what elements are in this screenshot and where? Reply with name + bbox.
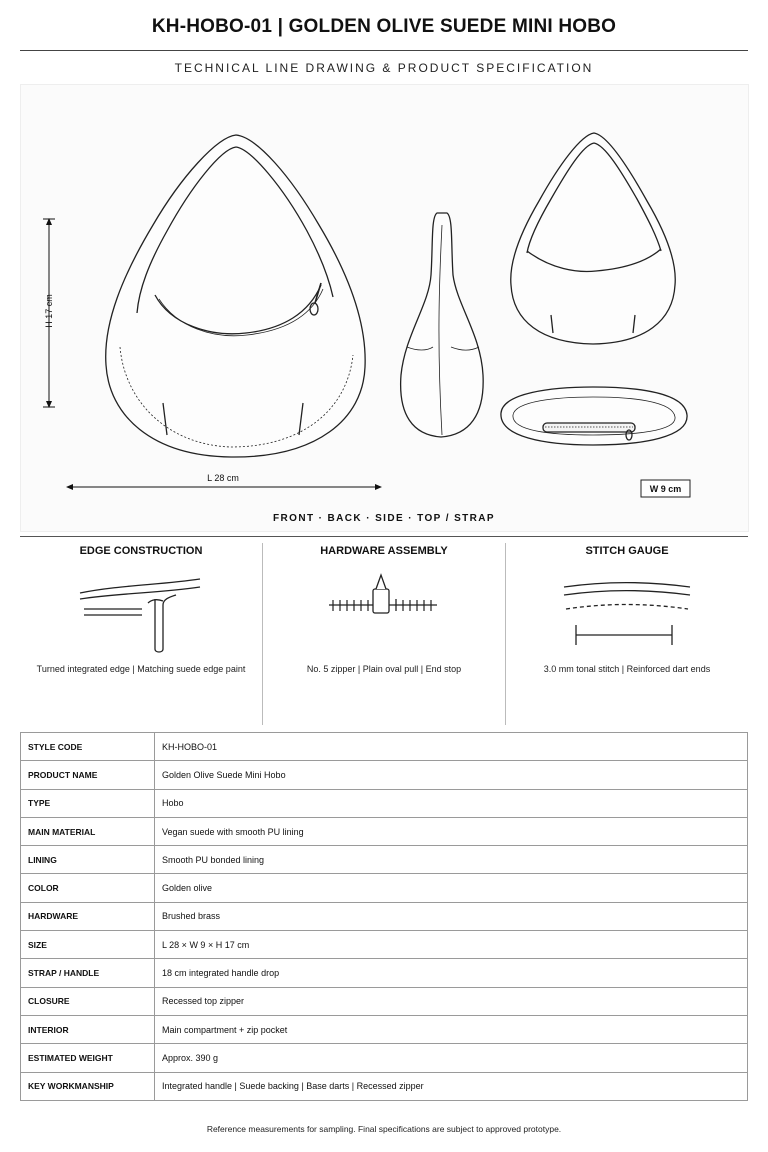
footer-note: Reference measurements for sampling. Final specifications are subject to approved prototype. bbox=[206, 1124, 562, 1134]
table-row bbox=[21, 959, 748, 987]
top-view-drawing bbox=[501, 387, 687, 445]
spec-value: Main compartment + zip pocket bbox=[155, 1015, 748, 1043]
spec-value: Brushed brass bbox=[155, 902, 748, 930]
page-title: KH-HOBO-01 | GOLDEN OLIVE SUEDE MINI HOBO bbox=[151, 16, 617, 37]
width-label: W 9 cm bbox=[649, 484, 682, 494]
table-row bbox=[21, 874, 748, 902]
spec-label: SIZE bbox=[21, 931, 155, 959]
detail-title: HARDWARE ASSEMBLY bbox=[320, 545, 448, 557]
spec-label: STYLE CODE bbox=[21, 733, 155, 761]
spec-label: INTERIOR bbox=[21, 1015, 155, 1043]
table-row bbox=[21, 1015, 748, 1043]
spec-value: Hobo bbox=[155, 789, 748, 817]
back-view-drawing bbox=[511, 133, 676, 344]
spec-label: TYPE bbox=[21, 789, 155, 817]
spec-label: MAIN MATERIAL bbox=[21, 817, 155, 845]
side-view-drawing bbox=[401, 213, 484, 437]
technical-drawing bbox=[21, 85, 748, 531]
spec-value: Golden olive bbox=[155, 874, 748, 902]
spec-value: Vegan suede with smooth PU lining bbox=[155, 817, 748, 845]
detail-description: Turned integrated edge | Matching suede edge paint bbox=[36, 664, 246, 674]
table-row bbox=[21, 761, 748, 789]
section-divider bbox=[20, 536, 748, 537]
detail-hardware-assembly bbox=[263, 543, 505, 725]
table-row bbox=[21, 789, 748, 817]
technical-drawing-panel bbox=[20, 84, 749, 532]
table-row bbox=[21, 733, 748, 761]
spec-value: Integrated handle | Suede backing | Base darts | Recessed zipper bbox=[155, 1072, 748, 1100]
table-row bbox=[21, 846, 748, 874]
spec-value: L 28 × W 9 × H 17 cm bbox=[155, 931, 748, 959]
specification-table bbox=[20, 732, 748, 1101]
spec-label: STRAP / HANDLE bbox=[21, 959, 155, 987]
hardware-assembly-diagram bbox=[263, 571, 505, 661]
table-row bbox=[21, 987, 748, 1015]
spec-label: CLOSURE bbox=[21, 987, 155, 1015]
detail-title: EDGE CONSTRUCTION bbox=[79, 545, 203, 557]
spec-value: Approx. 390 g bbox=[155, 1044, 748, 1072]
edge-construction-diagram bbox=[20, 571, 262, 661]
height-label: H 17 cm bbox=[44, 294, 54, 328]
spec-label: HARDWARE bbox=[21, 902, 155, 930]
detail-edge-construction bbox=[20, 543, 262, 725]
spec-value: 18 cm integrated handle drop bbox=[155, 959, 748, 987]
table-row bbox=[21, 1072, 748, 1100]
spec-value: Recessed top zipper bbox=[155, 987, 748, 1015]
spec-value: KH-HOBO-01 bbox=[155, 733, 748, 761]
spec-label: LINING bbox=[21, 846, 155, 874]
detail-stitch-gauge bbox=[506, 543, 748, 725]
table-row bbox=[21, 902, 748, 930]
table-row bbox=[21, 1044, 748, 1072]
stitch-gauge-diagram bbox=[506, 571, 748, 661]
spec-label: ESTIMATED WEIGHT bbox=[21, 1044, 155, 1072]
views-caption: FRONT · BACK · SIDE · TOP / STRAP bbox=[273, 513, 495, 524]
table-row bbox=[21, 817, 748, 845]
spec-label: KEY WORKMANSHIP bbox=[21, 1072, 155, 1100]
spec-value: Golden Olive Suede Mini Hobo bbox=[155, 761, 748, 789]
spec-label: COLOR bbox=[21, 874, 155, 902]
detail-description: 3.0 mm tonal stitch | Reinforced dart ends bbox=[543, 664, 711, 674]
header-divider bbox=[20, 50, 748, 51]
spec-label: PRODUCT NAME bbox=[21, 761, 155, 789]
spec-value: Smooth PU bonded lining bbox=[155, 846, 748, 874]
detail-description: No. 5 zipper | Plain oval pull | End stop bbox=[306, 664, 462, 674]
length-label: L 28 cm bbox=[207, 473, 239, 483]
page-subtitle: TECHNICAL LINE DRAWING & PRODUCT SPECIFICATION bbox=[174, 61, 594, 75]
detail-title: STITCH GAUGE bbox=[585, 545, 669, 557]
front-view-drawing bbox=[106, 135, 365, 457]
table-row bbox=[21, 931, 748, 959]
